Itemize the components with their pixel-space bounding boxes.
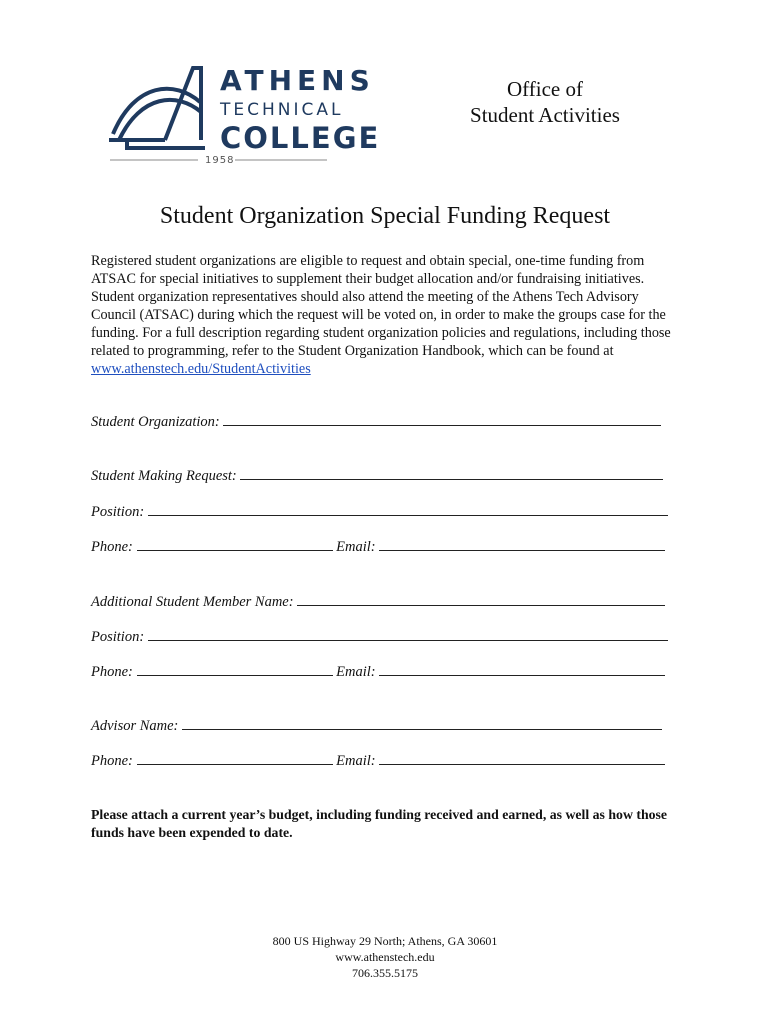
student-activities-link[interactable]: www.athenstech.edu/StudentActivities — [91, 361, 311, 377]
student-organization-input[interactable] — [223, 413, 661, 426]
contact-row-1 — [91, 538, 665, 556]
logo-year: 1958 — [205, 155, 235, 166]
logo-word-technical: TECHNICAL — [220, 100, 344, 120]
email-label-2: Email: — [336, 664, 376, 680]
footer-address: 800 US Highway 29 North; Athens, GA 30601 — [272, 934, 498, 948]
student-making-request-field — [91, 467, 663, 485]
email-input-2[interactable] — [379, 663, 665, 676]
position-field-1 — [91, 503, 668, 521]
email-label-3: Email: — [336, 753, 376, 769]
phone-label-2: Phone: — [91, 664, 133, 680]
phone-input-1[interactable] — [137, 538, 333, 551]
office-line-2: Student Activities — [470, 103, 620, 127]
position-label-2: Position: — [91, 629, 145, 645]
email-input-1[interactable] — [379, 538, 665, 551]
contact-row-2 — [91, 663, 665, 681]
position-label-1: Position: — [91, 504, 145, 520]
phone-input-3[interactable] — [137, 752, 333, 765]
phone-label-1: Phone: — [91, 539, 133, 555]
student-making-request-input[interactable] — [240, 467, 663, 480]
intro-paragraph — [91, 252, 681, 378]
footer-website: www.athenstech.edu — [335, 950, 435, 964]
page-title: Student Organization Special Funding Request — [159, 203, 611, 229]
student-organization-label: Student Organization: — [91, 414, 220, 430]
additional-member-input[interactable] — [297, 593, 665, 606]
student-making-request-label: Student Making Request: — [91, 468, 237, 484]
footer — [0, 933, 770, 981]
position-input-1[interactable] — [148, 503, 668, 516]
phone-input-2[interactable] — [137, 663, 333, 676]
college-logo-text — [220, 66, 380, 154]
logo-word-athens: ATHENS — [220, 64, 375, 97]
phone-label-3: Phone: — [91, 753, 133, 769]
office-line-1: Office of — [507, 77, 583, 101]
email-label-1: Email: — [336, 539, 376, 555]
office-header — [440, 76, 650, 128]
position-field-2 — [91, 628, 668, 646]
contact-row-3 — [91, 752, 665, 770]
advisor-name-label: Advisor Name: — [91, 718, 179, 734]
student-organization-field — [91, 413, 661, 431]
advisor-name-field — [91, 717, 662, 735]
additional-member-field — [91, 593, 665, 611]
position-input-2[interactable] — [148, 628, 668, 641]
intro-text: Registered student organizations are eligible to request and obtain special, one-time funding from ATSAC for special initiatives to supplement their budget allocation and/or fundraising initiatives. Student organization representatives should also attend the meeting of the Athens Tech Advisory Council (ATSAC) during which the request will be voted on, in order to make the groups case for the funding. For a full description regarding student organization policies and regulations, including those related to programming, refer to the Student Organization Handbook, which can be found at — [91, 253, 671, 359]
footer-phone: 706.355.5175 — [352, 966, 418, 980]
logo-word-college: COLLEGE — [220, 121, 381, 155]
advisor-name-input[interactable] — [182, 717, 662, 730]
additional-member-label: Additional Student Member Name: — [91, 594, 294, 610]
email-input-3[interactable] — [379, 752, 665, 765]
budget-note: Please attach a current year’s budget, including funding received and earned, as well as how those funds have been expended to date. — [91, 807, 668, 840]
